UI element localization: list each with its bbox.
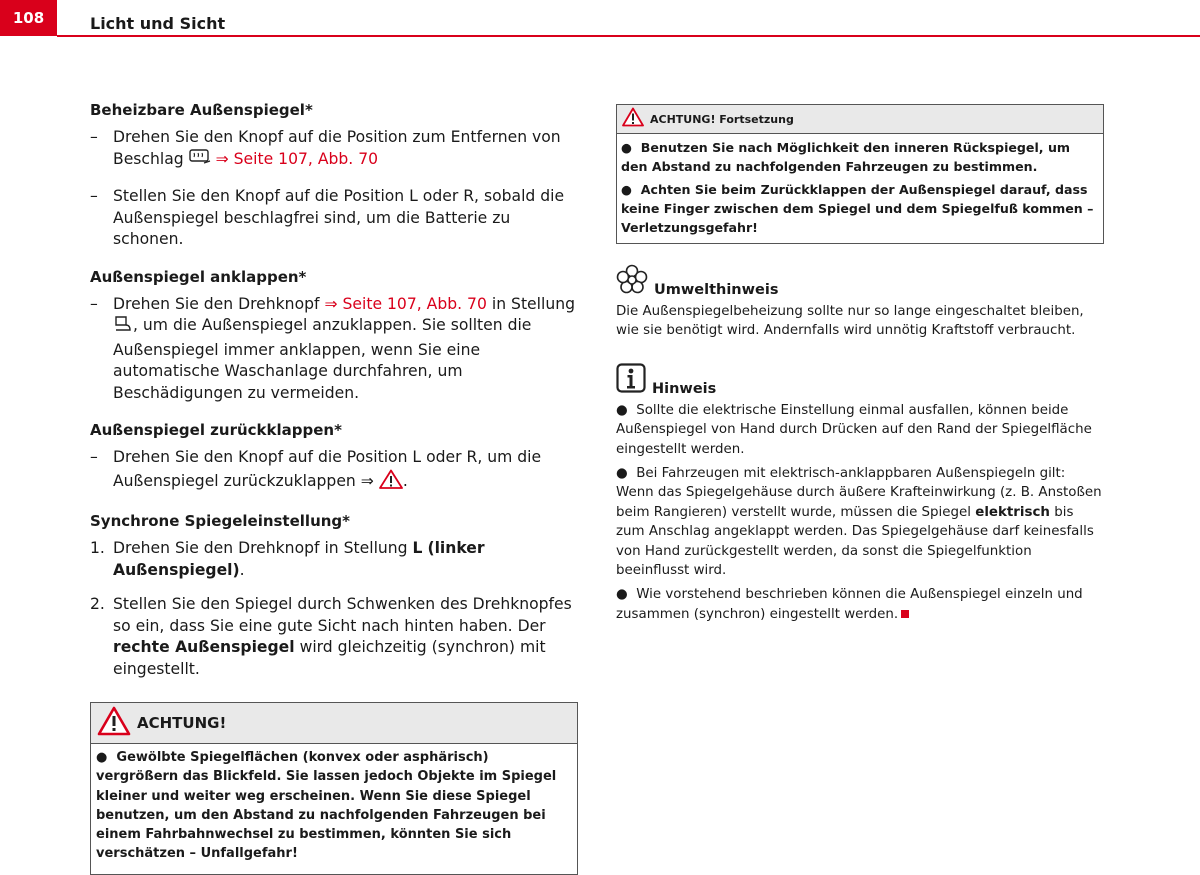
list-item <box>90 127 578 173</box>
section-fold-mirrors <box>90 267 578 405</box>
item-text: Drehen Sie den Knopf auf die Position L oder R, um die Außenspiegel zurückzuklappen ⇒ . <box>113 447 578 495</box>
end-of-section-marker <box>901 610 909 618</box>
number-marker: 1. <box>90 539 105 557</box>
dash-marker: – <box>90 128 98 146</box>
info-note-header <box>616 363 1104 397</box>
environment-note-header <box>616 264 1104 298</box>
bullet: ● <box>621 182 632 197</box>
dash-marker: – <box>90 187 98 205</box>
dash-marker: – <box>90 294 98 313</box>
defog-icon <box>189 149 211 174</box>
warning-header <box>91 703 577 744</box>
item-text: Stellen Sie den Spiegel durch Schwenken des Drehknopfes so ein, dass Sie eine gute Sicht nach hinten haben. Der rechte Außenspiegel wird gleichzeitig (synchron) mit eingestellt. <box>113 595 572 678</box>
section-heated-mirrors <box>90 100 578 251</box>
chapter-title: Licht und Sicht <box>90 14 226 33</box>
warning-body <box>91 744 577 874</box>
dash-marker: – <box>90 448 98 466</box>
info-note <box>616 363 1104 624</box>
warning-triangle-icon <box>97 706 131 740</box>
environment-note-text: Die Außenspiegelbeheizung sollte nur so lange eingeschaltet bleiben, wie sie benötigt wird. Andernfalls wird unnötig Kraftstoff verbraucht. <box>616 304 1084 339</box>
warning-title: ACHTUNG! Fortsetzung <box>650 112 794 126</box>
warning-text: Gewölbte Spiegelflächen (konvex oder asphärisch) vergrößern das Blickfeld. Sie lassen jedoch Objekte im Spiegel kleiner und weiter weg erscheinen. Wenn Sie diese Spiegel benutzen, um den Abstand zu nachfolgenden Fahrzeugen bei einem Fahrbahnwechsel zu bestimmen, könnten Sie sich verschätzen – Unfallgefahr! <box>96 750 557 862</box>
environment-note-title: Umwelthinweis <box>654 282 779 298</box>
page-reference-link[interactable]: Seite 107, Abb. 70 <box>342 294 487 313</box>
section-heading: Außenspiegel zurückklappen* <box>90 421 342 439</box>
warning-text: Benutzen Sie nach Möglichkeit den inneren Rückspiegel, um den Abstand zu nachfolgenden Fahrzeugen zu bestimmen. <box>621 140 1071 174</box>
page-number: 108 <box>0 0 57 36</box>
section-heading: Synchrone Spiegeleinstellung* <box>90 512 351 530</box>
section-heading: Außenspiegel anklappen* <box>90 267 307 286</box>
header-rule <box>57 35 1200 37</box>
list-item <box>90 186 578 251</box>
page-reference-link[interactable]: Seite 107, Abb. 70 <box>233 149 379 168</box>
arrow-icon: ⇒ <box>324 294 338 313</box>
left-column <box>90 100 578 875</box>
page-header <box>0 0 1200 38</box>
arrow-icon: ⇒ <box>360 471 374 490</box>
bullet: ● <box>616 402 628 418</box>
bullet: ● <box>616 587 628 603</box>
warning-box-continued <box>616 104 1104 244</box>
item-text: Stellen Sie den Knopf auf die Position L oder R, sobald die Außenspiegel beschlagfrei sind, um die Batterie zu schonen. <box>113 187 565 248</box>
item-text: Drehen Sie den Drehknopf in Stellung L (linker Außenspiegel). <box>113 539 485 579</box>
warning-body <box>617 134 1103 243</box>
warning-title: ACHTUNG! <box>137 714 227 732</box>
warning-header <box>617 105 1103 134</box>
list-item <box>90 447 578 495</box>
list-item <box>90 594 578 680</box>
section-unfold-mirrors <box>90 420 578 495</box>
bullet: ● <box>96 750 108 765</box>
warning-triangle-icon <box>622 107 644 131</box>
environment-note <box>616 264 1104 341</box>
list-item <box>90 538 578 581</box>
arrow-icon: ⇒ <box>215 149 229 168</box>
item-text: Drehen Sie den Drehknopf ⇒ Seite 107, Abb. 70 in Stellung, um die Außenspiegel anzuklappen. Sie sollten die Außenspiegel immer anklappen, wenn Sie eine automatische Waschanlage durchfahren, um Beschädigungen zu vermeiden. <box>113 294 575 402</box>
warning-text: Achten Sie beim Zurückklappen der Außenspiegel darauf, dass keine Finger zwischen dem Spiegel und dem Spiegelfuß kommen – Verletzungsgefahr! <box>621 182 1094 235</box>
item-text: Drehen Sie den Knopf auf die Position zum Entfernen von Beschlag ⇒ Seite 107, Abb. 70 <box>113 127 578 173</box>
bullet: ● <box>616 466 628 482</box>
right-column <box>616 104 1104 629</box>
list-item <box>90 294 578 405</box>
section-heading: Beheizbare Außenspiegel* <box>90 101 313 119</box>
flower-icon <box>616 264 648 298</box>
number-marker: 2. <box>90 595 105 613</box>
section-sync-adjust <box>90 511 578 680</box>
info-note-text: ● Sollte die elektrische Einstellung einmal ausfallen, können beide Außenspiegel von Hand durch Drücken auf den Rand der Spiegelfläche eingestellt werden. ● Bei Fahrzeugen mit elektrisch-anklappbaren Außenspiegeln gilt: Wenn das Spiegelgehäuse durch äußere Krafteinwirkung (z. B. Anstoßen beim Rangieren) verstellt wurde, müssen die Spiegel elektrisch bis zum Anschlag angeklappt werden. Das Spiegelgehäuse darf keinesfalls von Hand zurückgestellt werden, da sonst die Spiegelfunktion beeinflusst wird. ● Wie vorstehend beschrieben können die Außenspiegel einzeln und zusammen (synchron) eingestellt werden. <box>616 402 1102 622</box>
info-icon <box>616 363 646 397</box>
fold-mirror-icon <box>113 315 133 340</box>
warning-triangle-icon[interactable] <box>379 469 403 496</box>
bullet: ● <box>621 140 632 155</box>
info-note-title: Hinweis <box>652 380 717 397</box>
